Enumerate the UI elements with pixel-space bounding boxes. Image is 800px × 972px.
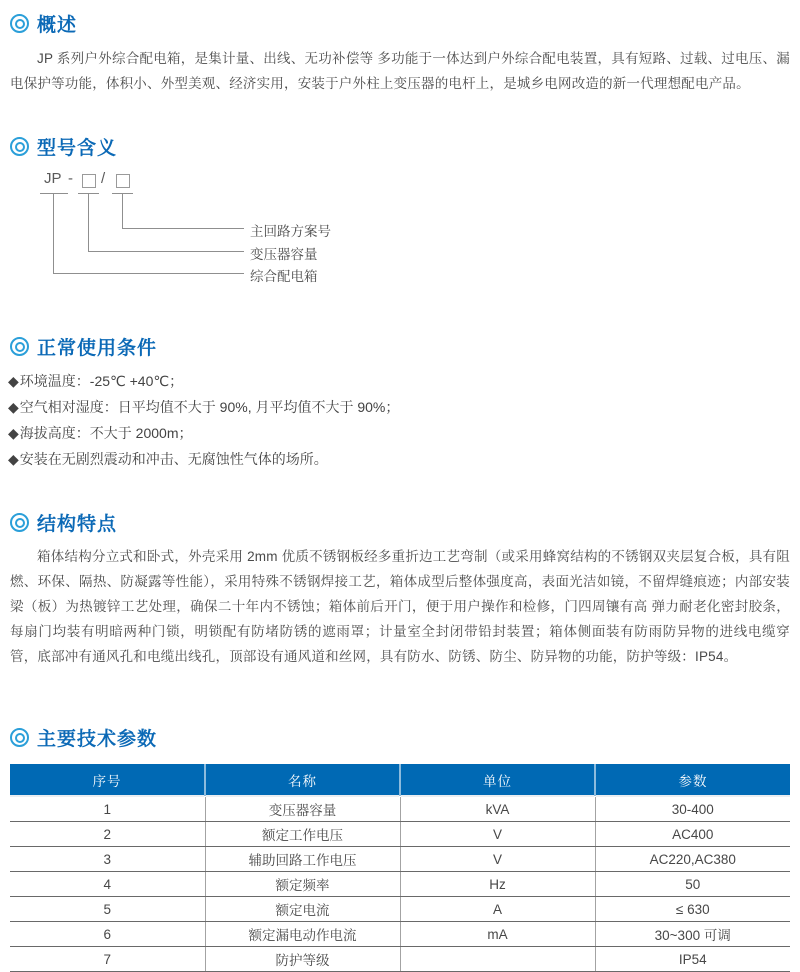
- diamond-bullet-icon: ◆: [8, 451, 19, 467]
- diamond-bullet-icon: ◆: [8, 399, 19, 415]
- table-header-cell: 名称: [205, 764, 400, 796]
- list-item: [8, 446, 792, 472]
- connector-line: [88, 251, 244, 252]
- table-cell: 防护等级: [205, 947, 400, 972]
- double-circle-icon-inner: [15, 733, 25, 743]
- table-cell: 7: [10, 947, 205, 972]
- table-cell: [400, 947, 595, 972]
- table-row: [10, 897, 790, 922]
- table-cell: ≤ 630: [595, 897, 790, 922]
- table-header-cell: 单位: [400, 764, 595, 796]
- model-label-main-circuit: 主回路方案号: [250, 224, 331, 239]
- section-heading-parameters: [10, 724, 157, 751]
- double-circle-icon-inner: [15, 518, 25, 528]
- table-cell: 50: [595, 872, 790, 897]
- table-cell: 30-400: [595, 796, 790, 822]
- double-circle-icon: [10, 513, 29, 532]
- double-circle-icon-inner: [15, 142, 25, 152]
- section-title-structure: 结构特点: [37, 514, 118, 535]
- table-cell: AC220,AC380: [595, 847, 790, 872]
- section-title-parameters: 主要技术参数: [37, 729, 158, 750]
- section-heading-conditions: [10, 333, 157, 360]
- table-row: [10, 847, 790, 872]
- table-cell: 变压器容量: [205, 796, 400, 822]
- connector-line: [122, 228, 244, 229]
- model-prefix: JP: [44, 170, 62, 187]
- structure-paragraph: 箱体结构分立式和卧式，外壳采用 2mm 优质不锈钢板经多重折边工艺弯制（或采用蜂窝结构的不锈钢双夹层复合板，具有阻燃、环保、隔热、防凝露等性能），采用特殊不锈钢焊接工艺，箱体成型后整体强度高，表面光洁如镜，不留焊缝痕迹；内部安装梁（板）为热镀锌工艺处理，确保二十年内不锈蚀；箱体前后开门，便于用户操作和检修，门四周镶有高 弹力耐老化密封胶条，每扇门均装有明暗两种门锁，明锁配有防堵防锈的遮雨罩；计量室全封闭带铅封装置；箱体侧面装有防雨防异物的进线电缆穿管，底部冲有通风孔和电缆出线孔，顶部设有通风道和丝网，具有防水、防锈、防尘、防异物的功能，防护等级：IP54。: [10, 549, 790, 664]
- conditions-list: [8, 368, 792, 472]
- double-circle-icon-inner: [15, 342, 25, 352]
- table-cell: 辅助回路工作电压: [205, 847, 400, 872]
- connector-line: [53, 273, 244, 274]
- condition-text: 安装在无剧烈震动和冲击、无腐蚀性气体的场所。: [19, 451, 328, 467]
- table-cell: 5: [10, 897, 205, 922]
- table-header-row: [10, 764, 790, 796]
- section-title-overview: 概述: [37, 15, 78, 36]
- table-header-cell: 序号: [10, 764, 205, 796]
- table-row: [10, 922, 790, 947]
- parameters-table-body: [10, 796, 790, 972]
- table-row: [10, 872, 790, 897]
- table-cell: 3: [10, 847, 205, 872]
- connector-line: [122, 193, 123, 229]
- condition-text: 海拔高度：不大于 2000m；: [19, 425, 193, 441]
- table-row: [10, 796, 790, 822]
- double-circle-icon: [10, 137, 29, 156]
- connector-line: [53, 193, 54, 274]
- table-cell: 2: [10, 822, 205, 847]
- table-header-cell: 参数: [595, 764, 790, 796]
- table-row: [10, 947, 790, 972]
- placeholder-box-icon: [82, 174, 96, 188]
- table-cell: AC400: [595, 822, 790, 847]
- double-circle-icon-inner: [15, 19, 25, 29]
- table-cell: 额定频率: [205, 872, 400, 897]
- list-item: [8, 368, 792, 394]
- section-heading-model-meaning: [10, 133, 117, 160]
- model-label-distribution-box: 综合配电箱: [250, 269, 318, 284]
- model-code-diagram: [40, 168, 420, 293]
- condition-text: 环境温度：-25℃ +40℃；: [19, 373, 184, 389]
- table-cell: kVA: [400, 796, 595, 822]
- list-item: [8, 420, 792, 446]
- table-cell: V: [400, 847, 595, 872]
- list-item: [8, 394, 792, 420]
- model-label-transformer-capacity: 变压器容量: [250, 247, 318, 262]
- connector-line: [40, 193, 68, 194]
- table-cell: 6: [10, 922, 205, 947]
- table-cell: 4: [10, 872, 205, 897]
- table-cell: 额定工作电压: [205, 822, 400, 847]
- condition-text: 空气相对湿度：日平均值不大于 90%, 月平均值不大于 90%；: [19, 399, 400, 415]
- table-cell: V: [400, 822, 595, 847]
- parameters-table: [10, 764, 790, 972]
- model-slash: /: [101, 170, 106, 187]
- parameters-table-head: [10, 764, 790, 796]
- table-cell: 额定漏电动作电流: [205, 922, 400, 947]
- placeholder-box-icon: [116, 174, 130, 188]
- overview-paragraph: JP 系列户外综合配电箱，是集计量、出线、无功补偿等 多功能于一体达到户外综合配电装置，具有短路、过载、过电压、漏电保护等功能，体积小、外型美观、经济实用，安装于户外柱上变压器的电杆上，是城乡电网改造的新一代理想配电产品。: [10, 51, 790, 91]
- table-cell: 额定电流: [205, 897, 400, 922]
- section-title-conditions: 正常使用条件: [37, 338, 158, 359]
- diamond-bullet-icon: ◆: [8, 425, 19, 441]
- table-cell: mA: [400, 922, 595, 947]
- section-heading-structure: [10, 509, 117, 536]
- section-title-model-meaning: 型号含义: [37, 138, 118, 159]
- table-cell: IP54: [595, 947, 790, 972]
- double-circle-icon: [10, 337, 29, 356]
- section-heading-overview: [10, 10, 77, 37]
- table-row: [10, 822, 790, 847]
- double-circle-icon: [10, 728, 29, 747]
- table-cell: 1: [10, 796, 205, 822]
- table-cell: A: [400, 897, 595, 922]
- table-cell: Hz: [400, 872, 595, 897]
- double-circle-icon: [10, 14, 29, 33]
- table-cell: 30~300 可调: [595, 922, 790, 947]
- connector-line: [88, 193, 89, 252]
- model-dash: -: [68, 170, 73, 187]
- diamond-bullet-icon: ◆: [8, 373, 19, 389]
